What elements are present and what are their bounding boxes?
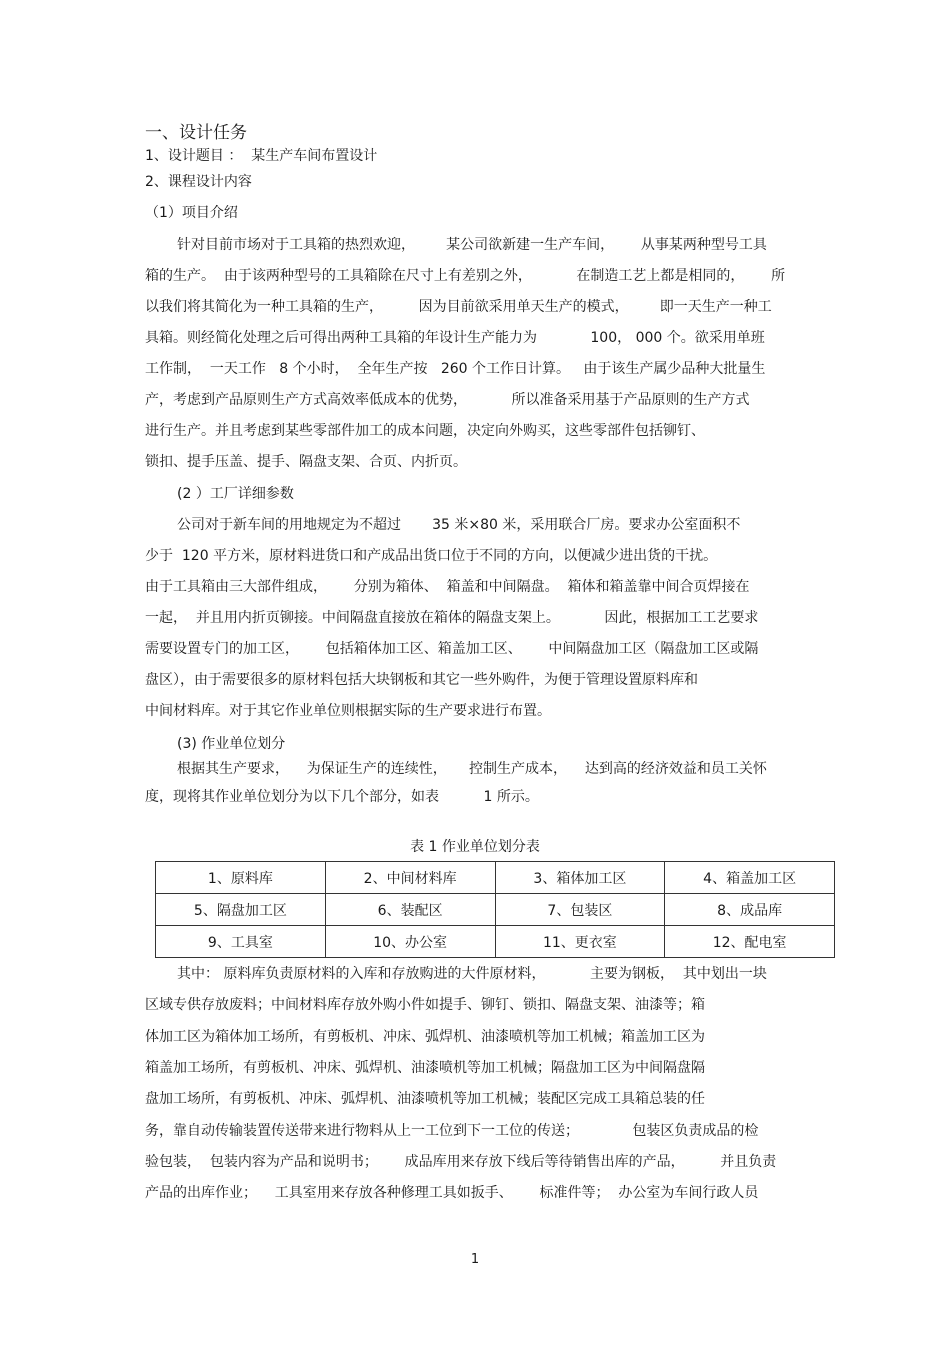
paragraph-line: 由于工具箱由三大部件组成， 分别为箱体、 箱盖和中间隔盘。 箱体和箱盖靠中间合页焊接在 xyxy=(145,579,750,595)
table-cell: 12、配电室 xyxy=(665,926,835,958)
paragraph-line: 箱的生产。 由于该两种型号的工具箱除在尺寸上有差别之外， 在制造工艺上都是相同的， 所 xyxy=(145,268,786,284)
paragraph-line: 进行生产。并且考虑到某些零部件加工的成本问题，决定向外购买，这些零部件包括铆钉、 xyxy=(145,423,705,439)
paragraph-line: 具箱。则经简化处理之后可得出两种工具箱的年设计生产能力为 100， 000 个。欲采用单班 xyxy=(145,330,765,346)
paragraph-line: 其中： 原料库负责原材料的入库和存放购进的大件原材料， 主要为钢板， 其中划出一块 xyxy=(177,966,767,982)
paragraph-line: 产品的出库作业； 工具室用来存放各种修理工具如扳手、 标准件等； 办公室为车间行政人员 xyxy=(145,1185,759,1201)
paragraph-line: 盘加工场所，有剪板机、冲床、弧焊机、油漆喷机等加工机械；装配区完成工具箱总装的任 xyxy=(145,1091,705,1107)
paragraph-line: 盘区），由于需要很多的原材料包括大块钢板和其它一些外购件，为便于管理设置原料库和 xyxy=(145,672,698,688)
table-row xyxy=(156,894,835,926)
page-number: 1 xyxy=(470,1252,480,1267)
paragraph-line: 公司对于新车间的用地规定为不超过 35 米×80 米，采用联合厂房。要求办公室面积不 xyxy=(177,517,741,533)
subsection-heading: (3) 作业单位划分 xyxy=(177,736,286,752)
table-cell: 6、装配区 xyxy=(325,894,495,926)
paragraph-line: 根据其生产要求， 为保证生产的连续性， 控制生产成本， 达到高的经济效益和员工关怀 xyxy=(177,761,767,777)
subsection-heading: (2 ）工厂详细参数 xyxy=(177,486,294,502)
paragraph-line: 工作制， 一天工作 8 个小时， 全年生产按 260 个工作日计算。 由于该生产属少品种大批量生 xyxy=(145,361,766,377)
table-cell: 5、隔盘加工区 xyxy=(156,894,326,926)
paragraph-line: 务，靠自动传输装置传送带来进行物料从上一工位到下一工位的传送； 包装区负责成品的检 xyxy=(145,1123,759,1139)
table-cell: 10、办公室 xyxy=(325,926,495,958)
paragraph-line: 少于 120 平方米，原材料进货口和产成品出货口位于不同的方向，以便减少进出货的干扰。 xyxy=(145,548,718,564)
paragraph-line: 以我们将其简化为一种工具箱的生产， 因为目前欲采用单天生产的模式， 即一天生产一种工 xyxy=(145,299,772,315)
work-unit-table xyxy=(155,861,835,958)
design-topic-line: 1、设计题目 ： 某生产车间布置设计 xyxy=(145,148,378,164)
table-cell: 3、箱体加工区 xyxy=(495,862,665,894)
paragraph-line: 针对目前市场对于工具箱的热烈欢迎， 某公司欲新建一生产车间， 从事某两种型号工具 xyxy=(177,237,767,253)
table-row xyxy=(156,862,835,894)
paragraph-line: 产，考虑到产品原则生产方式高效率低成本的优势， 所以准备采用基于产品原则的生产方式 xyxy=(145,392,750,408)
table-cell: 9、工具室 xyxy=(156,926,326,958)
subsection-heading: （1）项目介绍 xyxy=(145,205,238,221)
paragraph-line: 区域专供存放废料；中间材料库存放外购小件如提手、铆钉、锁扣、隔盘支架、油漆等；箱 xyxy=(145,997,705,1013)
paragraph-line: 度，现将其作业单位划分为以下几个部分，如表 1 所示。 xyxy=(145,789,539,805)
paragraph-line: 需要设置专门的加工区， 包括箱体加工区、箱盖加工区、 中间隔盘加工区（隔盘加工区或隔 xyxy=(145,641,759,657)
paragraph-line: 箱盖加工场所，有剪板机、冲床、弧焊机、油漆喷机等加工机械；隔盘加工区为中间隔盘隔 xyxy=(145,1060,705,1076)
table-cell: 8、成品库 xyxy=(665,894,835,926)
table-row xyxy=(156,926,835,958)
paragraph-line: 锁扣、提手压盖、提手、隔盘支架、合页、内折页。 xyxy=(145,454,467,470)
paragraph-line: 体加工区为箱体加工场所，有剪板机、冲床、弧焊机、油漆喷机等加工机械；箱盖加工区为 xyxy=(145,1029,705,1045)
paragraph-line: 中间材料库。对于其它作业单位则根据实际的生产要求进行布置。 xyxy=(145,703,551,719)
section-heading: 一、设计任务 xyxy=(145,123,247,143)
table-cell: 2、中间材料库 xyxy=(325,862,495,894)
table-cell: 1、原料库 xyxy=(156,862,326,894)
paragraph-line: 一起， 并且用内折页铆接。中间隔盘直接放在箱体的隔盘支架上。 因此，根据加工工艺要求 xyxy=(145,610,759,626)
course-content-line: 2、课程设计内容 xyxy=(145,174,252,190)
paragraph-line: 验包装， 包装内容为产品和说明书； 成品库用来存放下线后等待销售出库的产品， 并且负责 xyxy=(145,1154,777,1170)
table-cell: 11、更衣室 xyxy=(495,926,665,958)
table-cell: 7、包装区 xyxy=(495,894,665,926)
table-caption: 表 1 作业单位划分表 xyxy=(410,839,540,855)
table-cell: 4、箱盖加工区 xyxy=(665,862,835,894)
